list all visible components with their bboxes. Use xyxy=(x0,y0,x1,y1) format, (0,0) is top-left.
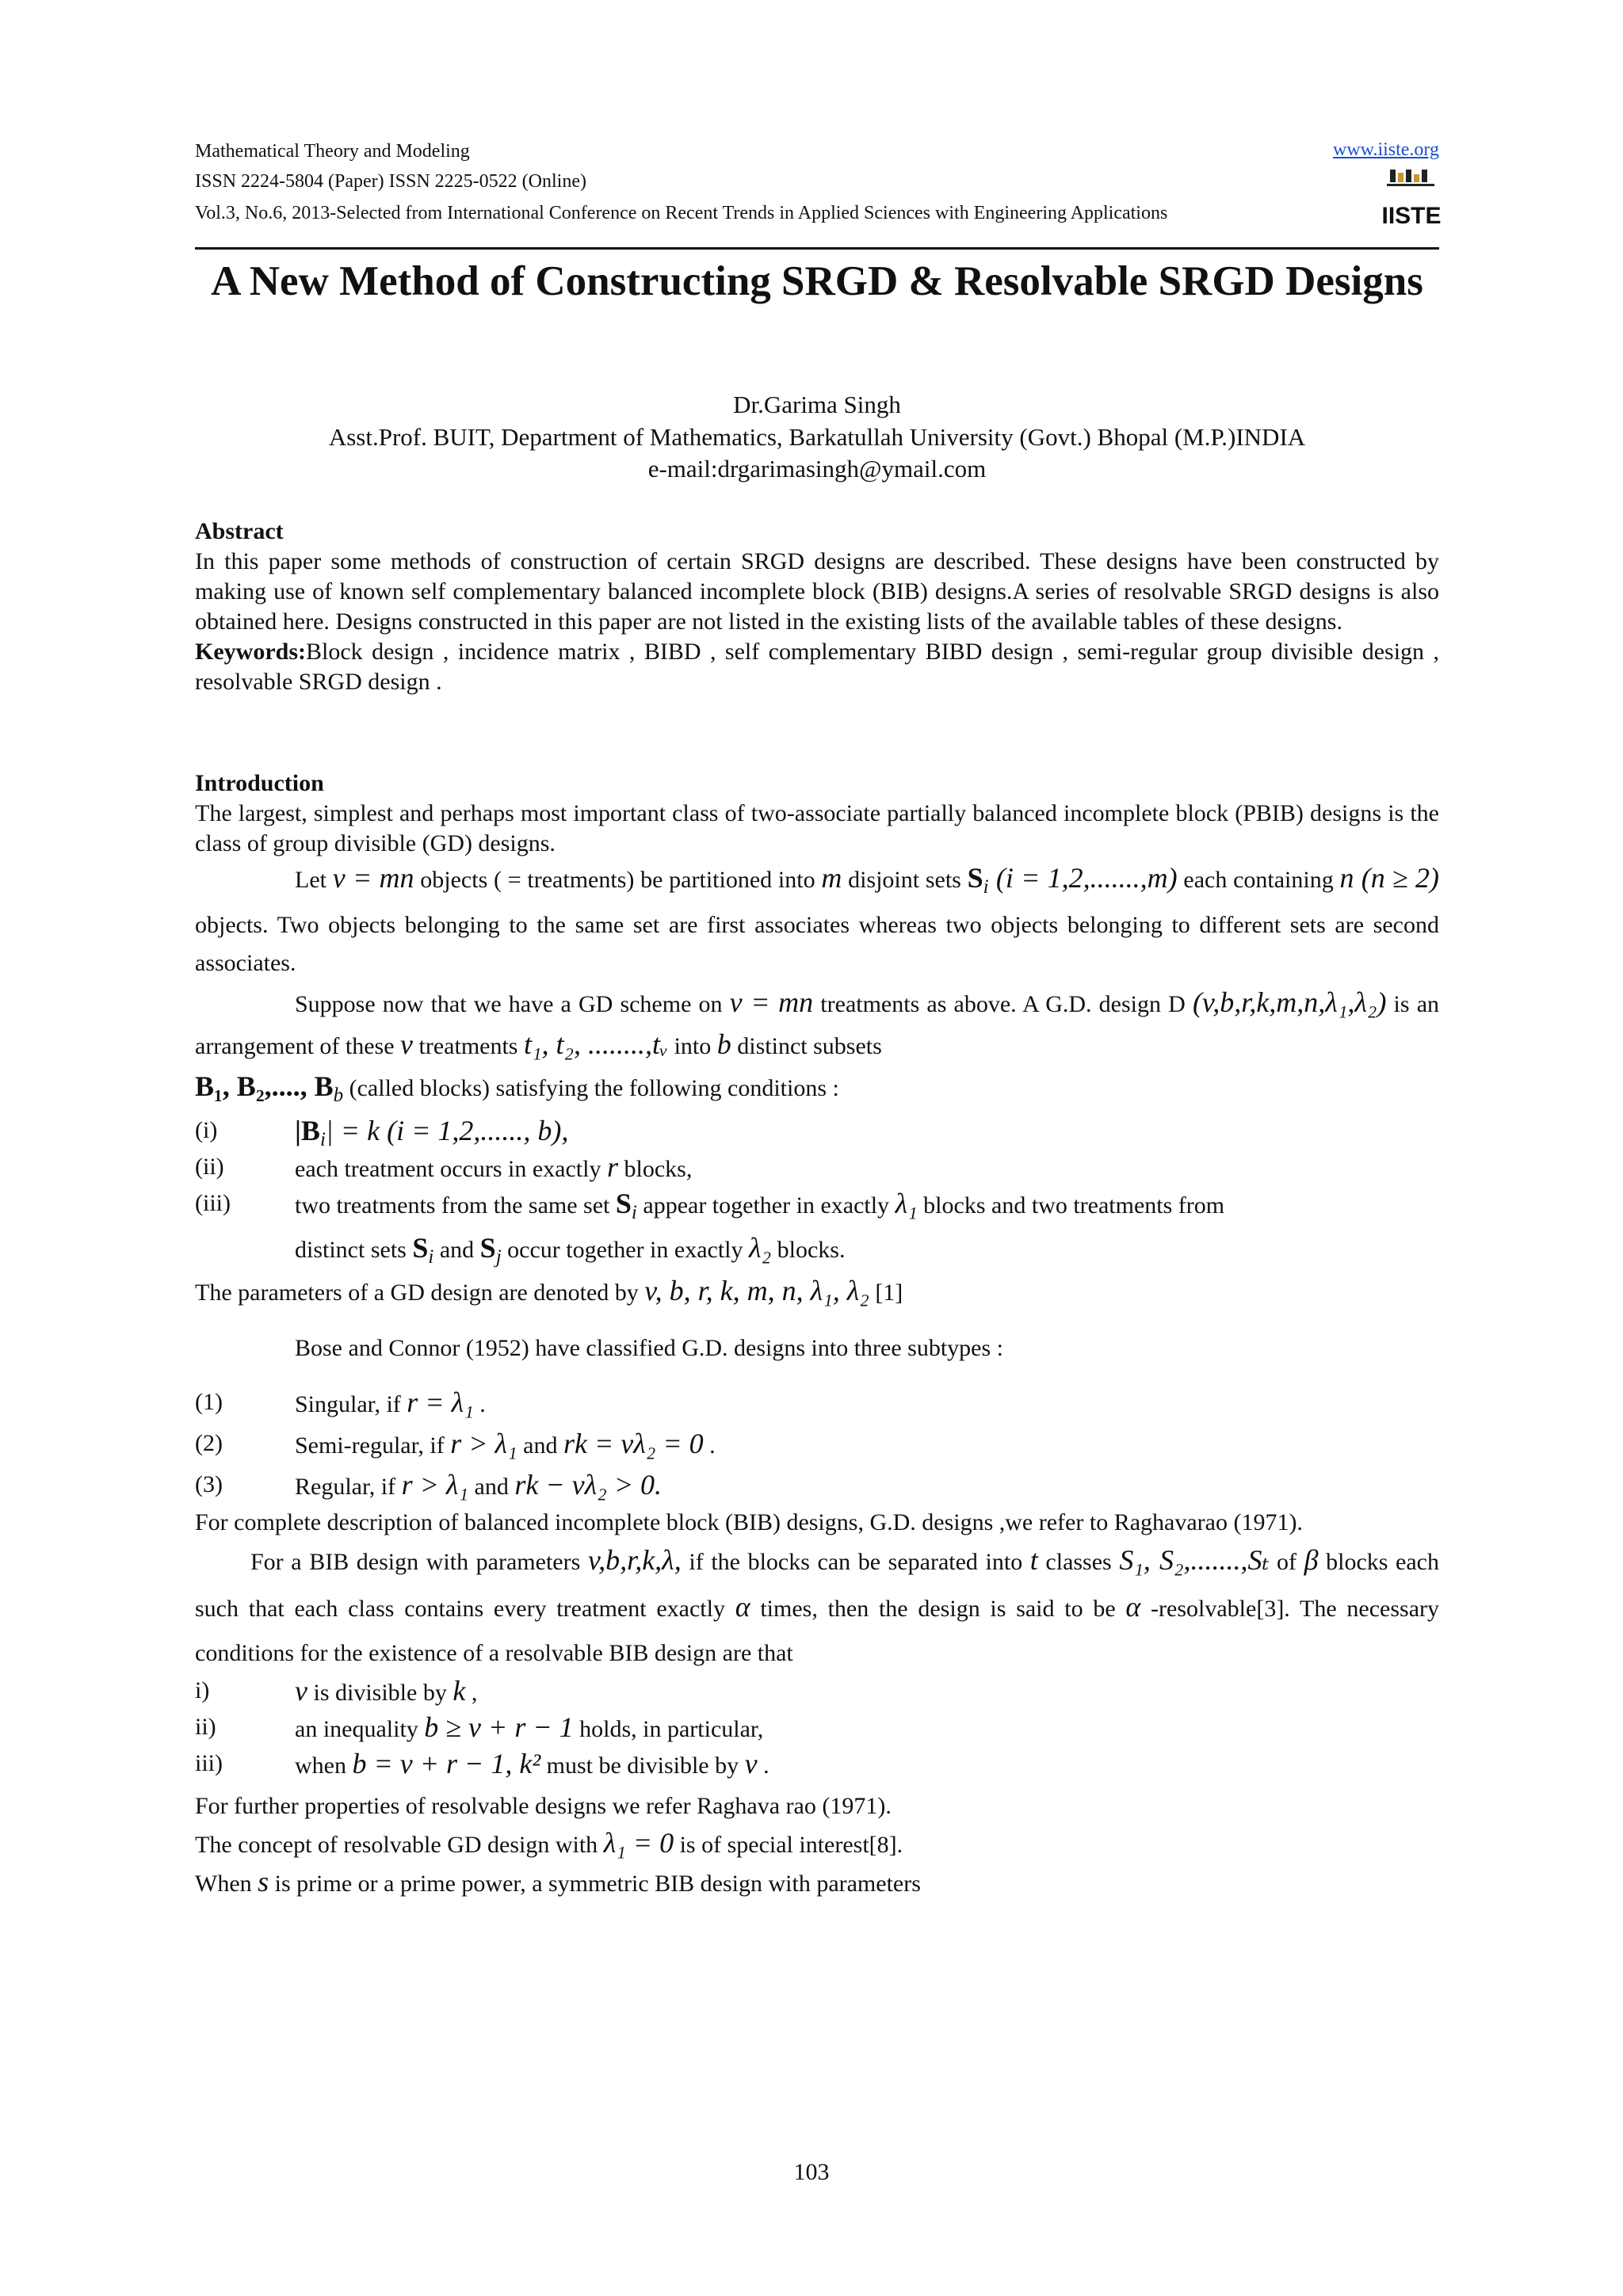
paper-title: A New Method of Constructing SRGD & Resolvable SRGD Designs xyxy=(211,258,1423,304)
intro-paragraph-4: B₁, B₂,...., $B_b$ (called blocks) satisfying the following conditions : xyxy=(195,1070,839,1106)
header-rule xyxy=(195,247,1439,250)
issn-line: ISSN 2224-5804 (Paper) ISSN 2225-0522 (Online) xyxy=(195,171,586,192)
intro-paragraph-8: The concept of resolvable GD design with λ₁ = 0 is of special interest[8]. xyxy=(195,1827,903,1859)
bose-connor-line: Bose and Connor (1952) have classified G.D. designs into three subtypes : xyxy=(295,1335,1004,1361)
gd-parameters-line: The parameters of a GD design are denoted by v, b, r, k, m, n, λ₁, λ₂ [1] xyxy=(195,1275,903,1306)
condition-1: (i) $|B_i| = k$ (i = 1,2,......, b), xyxy=(195,1115,569,1150)
subtype-singular: (1) Singular, if r = λ₁ . xyxy=(195,1386,486,1418)
journal-url-link[interactable]: www.iiste.org xyxy=(1333,139,1439,160)
condition-3-continued: distinct sets $S_i$ and $S_j$ occur together in exactly λ₂ blocks. xyxy=(295,1232,846,1268)
iiste-logo xyxy=(1381,168,1442,229)
intro-paragraph-2: Let v = mn objects ( = treatments) be partitioned into m disjoint sets $S_i$ (i = 1,2,.......,m) each containing n (n ≥ 2) objects. Two objects belonging to the same set are first associates whereas two objects belonging to different sets are second associates. xyxy=(195,862,1439,976)
introduction-heading: Introduction xyxy=(195,770,324,796)
abstract-text: In this paper some methods of construction of certain SRGD designs are described. These designs have been constructed by making use of known self complementary balanced incomplete block (BIB) designs.A series of resolvable SRGD designs is also obtained here. Designs constructed in this paper are not listed in the existing lists of the available tables of these designs. xyxy=(195,548,1439,635)
page-number: 103 xyxy=(793,2159,830,2185)
intro-paragraph-3: Suppose now that we have a GD scheme on v = mn treatments as above. A G.D. design D (v,b,r,k,m,n,λ₁,λ₂) is an arrangement of these v treatments t₁, t₂, ........,tᵥ into b distinct subsets xyxy=(195,986,1440,1060)
intro-paragraph-6: For a BIB design with parameters v,b,r,k,λ, if the blocks can be separated into t classes S₁, S₂,.......,Sₜ of β blocks each such that each class contains every treatment exactly α times, then the design is said to be α -resolvable[3]. The necessary conditions for the existence of a resolvable BIB design are that xyxy=(195,1544,1439,1666)
necessary-condition-3: iii) when b = v + r − 1, k² must be divisible by v . xyxy=(195,1748,769,1779)
logo-text: IISTE xyxy=(1381,203,1442,229)
journal-name: Mathematical Theory and Modeling xyxy=(195,141,470,162)
keywords-label: Keywords: xyxy=(195,639,306,665)
author-email: e-mail:drgarimasingh@ymail.com xyxy=(647,455,987,482)
introduction-section xyxy=(195,769,1439,1902)
author-name: Dr.Garima Singh xyxy=(733,391,901,418)
abstract-section xyxy=(195,517,1439,697)
necessary-condition-2: ii) an inequality b ≥ v + r − 1 holds, in particular, xyxy=(195,1711,764,1743)
volume-line: Vol.3, No.6, 2013-Selected from International Conference on Recent Trends in Applied Sciences with Engineering Applications xyxy=(195,203,1168,223)
intro-paragraph-7: For further properties of resolvable designs we refer Raghava rao (1971). xyxy=(195,1793,892,1819)
keywords-line xyxy=(195,637,1439,697)
intro-paragraph-5: For complete description of balanced incomplete block (BIB) designs, G.D. designs ,we refer to Raghavarao (1971). xyxy=(195,1509,1303,1535)
abstract-heading: Abstract xyxy=(195,518,284,544)
condition-3: (iii) two treatments from the same set $S_i$ appear together in exactly λ₁ blocks and two treatments from xyxy=(195,1188,1225,1223)
keywords-text: Block design , incidence matrix , BIBD , self complementary BIBD design , semi-regular group divisible design , resolvable SRGD design . xyxy=(195,639,1439,695)
condition-2: (ii) each treatment occurs in exactly r blocks, xyxy=(195,1151,693,1183)
intro-paragraph-1: The largest, simplest and perhaps most important class of two-associate partially balanced incomplete block (PBIB) designs is the class of group divisible (GD) designs. xyxy=(195,800,1439,856)
author-affiliation: Asst.Prof. BUIT, Department of Mathematics, Barkatullah University (Govt.) Bhopal (M.P.)INDIA xyxy=(328,423,1306,451)
necessary-condition-1: i) v is divisible by k , xyxy=(195,1675,478,1707)
intro-paragraph-9: When s is prime or a prime power, a symmetric BIB design with parameters xyxy=(195,1866,921,1897)
subtype-regular: (3) Regular, if r > λ₁ and rk − vλ₂ > 0. xyxy=(195,1469,663,1501)
subtype-semi-regular: (2) Semi-regular, if r > λ₁ and rk = vλ₂ = 0 . xyxy=(195,1428,716,1459)
